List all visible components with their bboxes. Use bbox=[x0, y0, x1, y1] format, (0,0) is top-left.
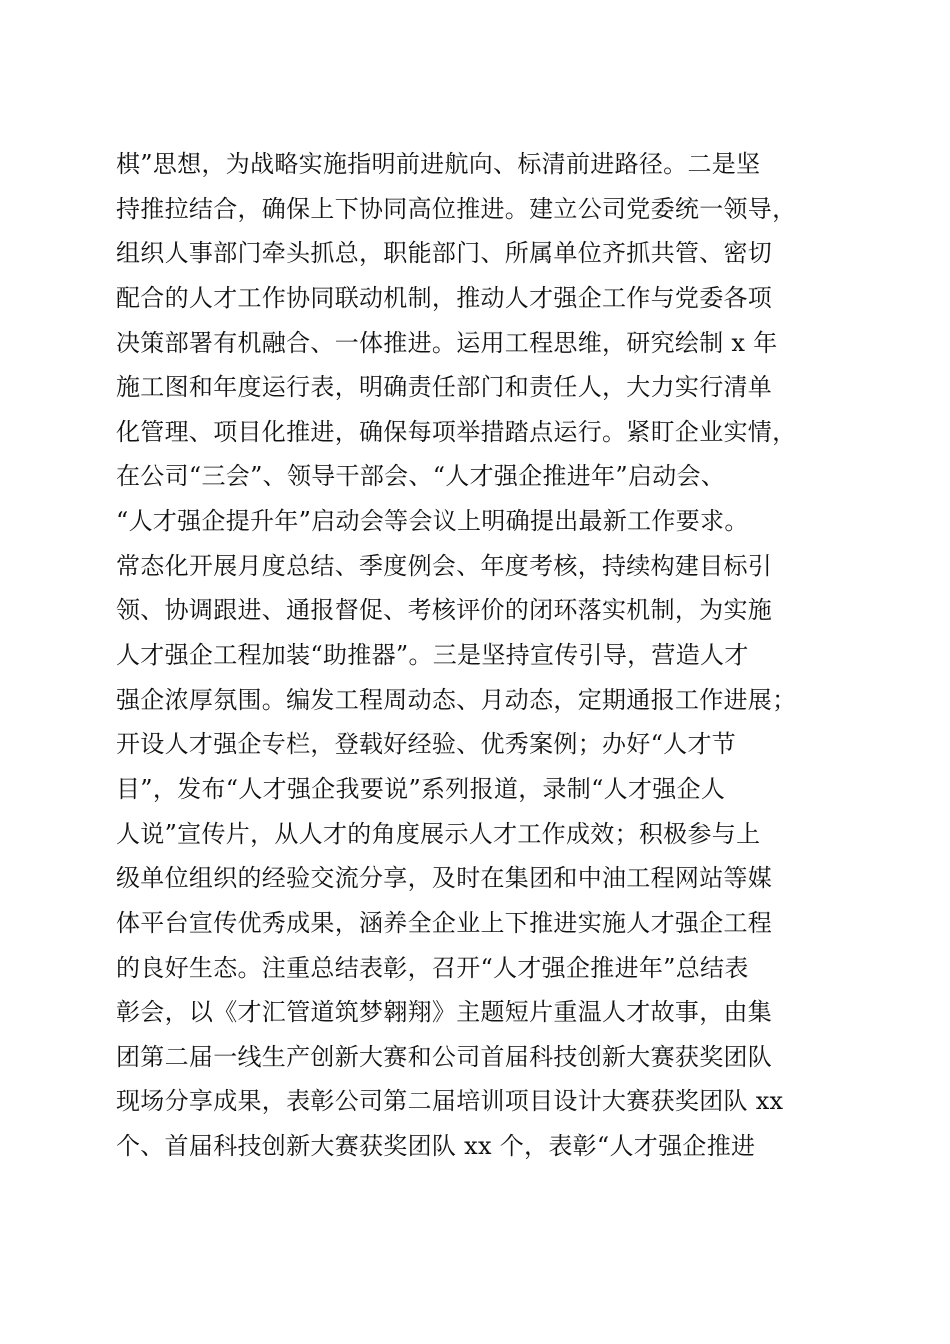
text-line: 领、协调跟进、通报督促、考核评价的闭环落实机制，为实施 bbox=[116, 596, 773, 625]
text-line: 强企浓厚氛围。编发工程周动态、月动态，定期通报工作进展； bbox=[116, 685, 797, 714]
text-line: 施工图和年度运行表，明确责任部门和责任人，大力实行清单 bbox=[116, 373, 773, 402]
text-line: “人才强企提升年”启动会等会议上明确提出最新工作要求。 bbox=[116, 507, 749, 536]
text-line: 棋”思想，为战略实施指明前进航向、标清前进路径。二是坚 bbox=[116, 150, 761, 178]
text-line: 目”，发布“人才强企我要说”系列报道，录制“人才强企人 bbox=[116, 774, 726, 803]
text-line: 现场分享成果，表彰公司第二届培训项目设计大赛获奖团队 xx bbox=[116, 1087, 784, 1116]
body-text bbox=[116, 142, 836, 1169]
text-line: 开设人才强企专栏，登载好经验、优秀案例；办好“人才节 bbox=[116, 730, 737, 759]
text-line: 团第二届一线生产创新大赛和公司首届科技创新大赛获奖团队 bbox=[116, 1042, 773, 1071]
text-line: 决策部署有机融合、一体推进。运用工程思维，研究绘制 x 年 bbox=[116, 328, 778, 357]
text-line: 体平台宣传优秀成果，涵养全企业上下推进实施人才强企工程 bbox=[116, 908, 773, 937]
text-line: 人说”宣传片，从人才的角度展示人才工作成效；积极参与上 bbox=[116, 819, 761, 848]
text-line: 组织人事部门牵头抓总，职能部门、所属单位齐抓共管、密切 bbox=[116, 239, 773, 268]
text-line: 彰会，以《才汇管道筑梦翱翔》主题短片重温人才故事，由集 bbox=[116, 998, 773, 1027]
text-line: 个、首届科技创新大赛获奖团队 xx 个，表彰“人才强企推进 bbox=[116, 1132, 756, 1161]
text-line: 常态化开展月度总结、季度例会、年度考核，持续构建目标引 bbox=[116, 551, 773, 580]
text-line: 化管理、项目化推进，确保每项举措踏点运行。紧盯企业实情， bbox=[116, 417, 797, 446]
text-line: 在公司“三会”、领导干部会、“人才强企推进年”启动会、 bbox=[116, 462, 726, 491]
text-line: 人才强企工程加装“助推器”。三是坚持宣传引导，营造人才 bbox=[116, 641, 749, 670]
text-line: 持推拉结合，确保上下协同高位推进。建立公司党委统一领导， bbox=[116, 194, 797, 223]
text-line: 的良好生态。注重总结表彰，召开“人才强企推进年”总结表 bbox=[116, 953, 749, 982]
text-line: 配合的人才工作协同联动机制，推动人才强企工作与党委各项 bbox=[116, 283, 773, 312]
text-line: 级单位组织的经验交流分享，及时在集团和中油工程网站等媒 bbox=[116, 864, 773, 893]
